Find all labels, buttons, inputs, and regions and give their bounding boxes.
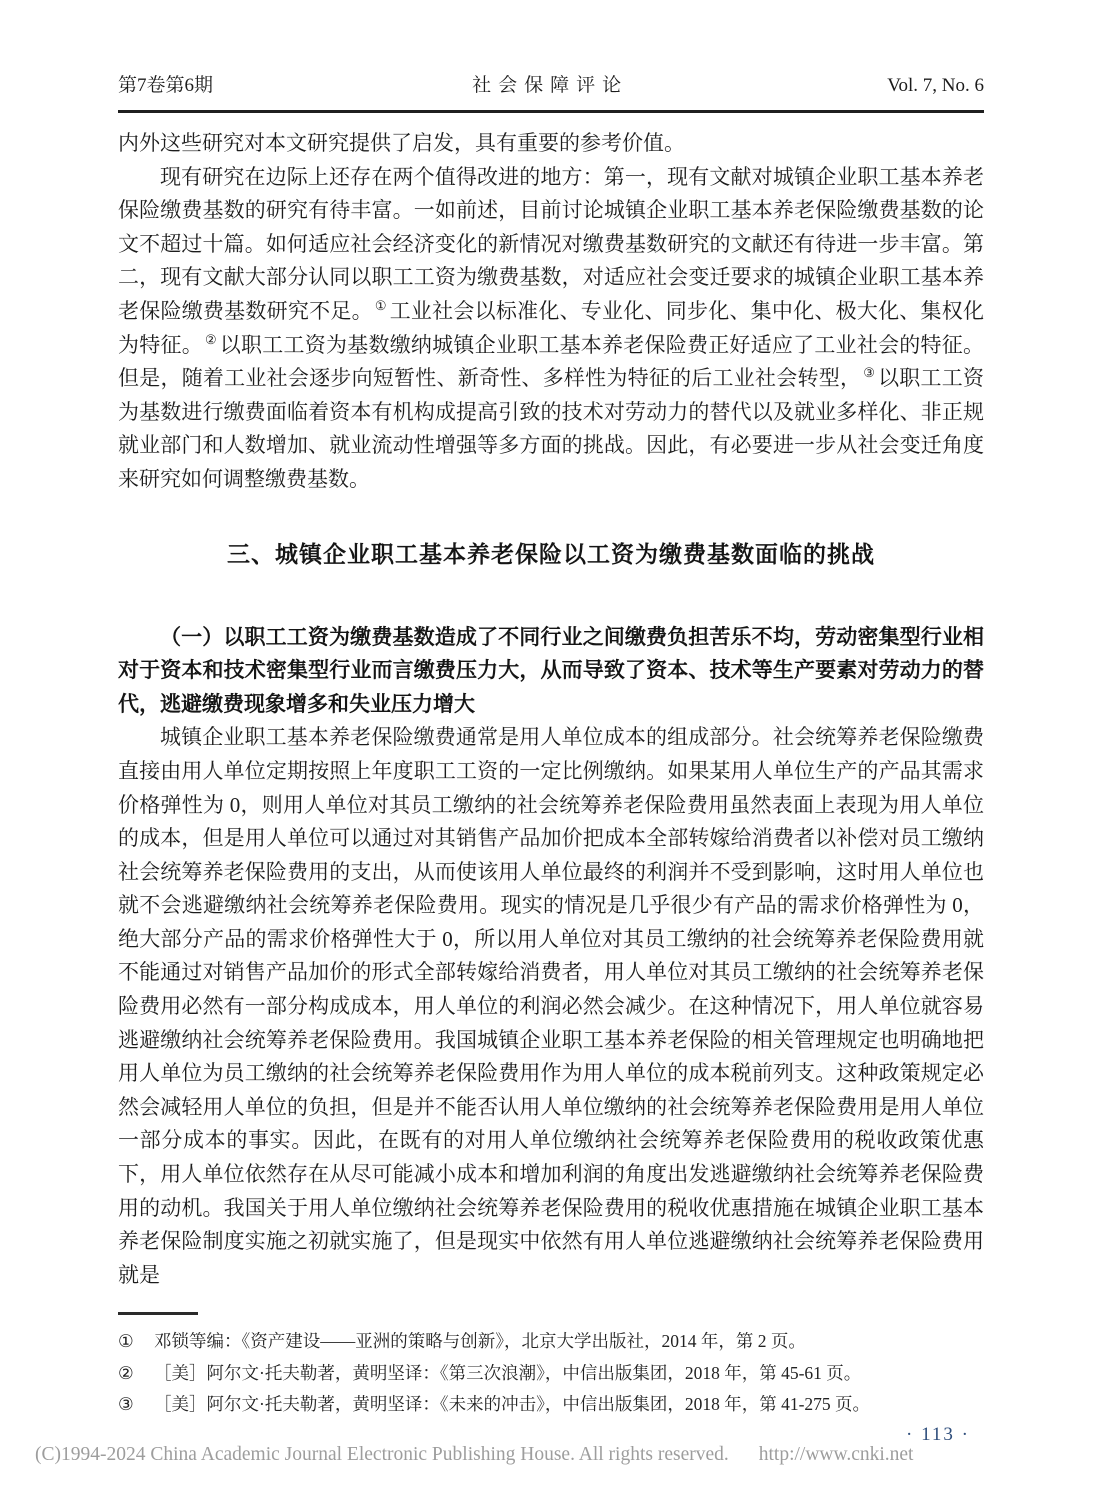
footnote-item — [118, 1358, 984, 1390]
running-head — [118, 70, 984, 113]
paragraph-text: 现有研究在边际上还存在两个值得改进的地方：第一，现有文献对城镇企业职工基本养老保险缴费基数的研究有待丰富。一如前述，目前讨论城镇企业职工基本养老保险缴费基数的论文不超过十篇。如何适应社会经济变化的新情况对缴费基数研究的文献还有待进一步丰富。第二，现有文献大部分认同以职工工资为缴费基数，对适应社会变迁要求的城镇企业职工基本养老保险缴费基数研究不足。 — [118, 164, 984, 323]
footnote-item — [118, 1389, 984, 1421]
paragraph — [118, 161, 984, 497]
paragraph-text: 以职工工资为基数缴纳城镇企业职工基本养老保险费正好适应了工业社会的特征。但是，随着工业社会逐步向短暂性、新奇性、多样性为特征的后工业社会转型， — [118, 332, 985, 391]
footnote-ref-1: ① — [374, 297, 387, 313]
copyright-footer — [35, 1444, 1067, 1466]
footnote-number: ① — [118, 1331, 134, 1351]
footnote-text: 邓锁等编：《资产建设——亚洲的策略与创新》，北京大学出版社，2014 年，第 2 页。 — [154, 1331, 806, 1351]
footnote-ref-2: ② — [204, 331, 217, 347]
footnote-text: ［美］阿尔文·托夫勒著，黄明坚译：《第三次浪潮》，中信出版集团，2018 年，第 45-61 页。 — [154, 1362, 862, 1383]
paragraph-text: 以职工工资为基数进行缴费面临着资本有机构成提高引致的技术对劳动力的替代以及就业多样化、非正规就业部门和人数增加、就业流动性增强等多方面的挑战。因此，有必要进一步从社会变迁角度来研究如何调整缴费基数。 — [118, 366, 985, 491]
section-heading: 三、城镇企业职工基本养老保险以工资为缴费基数面临的挑战 — [227, 540, 875, 567]
subsection-heading: （一）以职工工资为缴费基数造成了不同行业之间缴费负担苦乐不均，劳动密集型行业相对于资本和技术密集型行业而言缴费压力大，从而导致了资本、技术等生产要素对劳动力的替代，逃避缴费现象增多和失业压力增大 — [118, 625, 984, 716]
footnote-number: ② — [118, 1362, 134, 1383]
footnote-separator-rule — [118, 1312, 198, 1315]
paragraph-continuation — [118, 127, 984, 161]
footnotes-block — [118, 1312, 984, 1421]
page-number: · 113 · — [906, 1424, 970, 1445]
paragraph-text: 城镇企业职工基本养老保险缴费通常是用人单位成本的组成部分。社会统筹养老保险缴费直接由用人单位定期按照上年度职工工资的一定比例缴纳。如果某用人单位生产的产品其需求价格弹性为 0，则用人单位对其员工缴纳的社会统筹养老保险费用虽然表面上表现为用人单位的成本，但是用人单位可以通过对其销售产品加价把成本全部转嫁给消费者以补偿对员工缴纳社会统筹养老保险费用的支出，从而使该用人单位最终的利润并不受到影响，这时用人单位也就不会逃避缴纳社会统筹养老保险费用。现实的情况是几乎很少有产品的需求价格弹性为 0，绝大部分产品的需求价格弹性大于 0，所以用人单位对其员工缴纳的社会统筹养老保险费用就不能通过对销售产品加价的形式全部转嫁给消费者，用人单位对其员工缴纳的社会统筹养老保险费用必然有一部分构成成本，用人单位的利润必然会减少。在这种情况下，用人单位就容易逃避缴纳社会统筹养老保险费用。我国城镇企业职工基本养老保险的相关管理规定也明确地把用人单位为员工缴纳的社会统筹养老保险费用作为用人单位的成本税前列支。这种政策规定必然会减轻用人单位的负担，但是并不能否认用人单位缴纳的社会统筹养老保险费用是用人单位一部分成本的事实。因此，在既有的对用人单位缴纳社会统筹养老保险费用的税收政策优惠下，用人单位依然存在从尽可能减小成本和增加利润的角度出发逃避缴纳社会统筹养老保险费用的动机。我国关于用人单位缴纳社会统筹养老保险费用的税收优惠措施在城镇企业职工基本养老保险制度实施之初就实施了，但是现实中依然有用人单位逃避缴纳社会统筹养老保险费用就是 — [118, 725, 984, 1287]
journal-title: 社会保障评论 — [472, 75, 629, 96]
publisher-url: http://www.cnki.net — [758, 1444, 914, 1465]
footnote-ref-3: ③ — [863, 365, 876, 381]
article-body — [118, 127, 984, 1292]
volume-issue-label: 第7卷第6期 — [118, 75, 214, 96]
footnote-item — [118, 1326, 984, 1358]
copyright-text: (C)1994-2024 China Academic Journal Electronic Publishing House. All rights reserved. — [35, 1444, 729, 1465]
footnote-text: ［美］阿尔文·托夫勒著，黄明坚译：《未来的冲击》，中信出版集团，2018 年，第 41-275 页。 — [154, 1394, 871, 1414]
paragraph-text: 工业社会以标准化、专业化、同步化、集中化、极大化、集权化为特征。 — [118, 298, 985, 357]
paragraph — [118, 721, 984, 1292]
paragraph-text: 内外这些研究对本文研究提供了启发，具有重要的参考价值。 — [118, 131, 685, 155]
footnote-number: ③ — [118, 1394, 134, 1414]
volume-issue-english: Vol. 7, No. 6 — [887, 75, 984, 96]
